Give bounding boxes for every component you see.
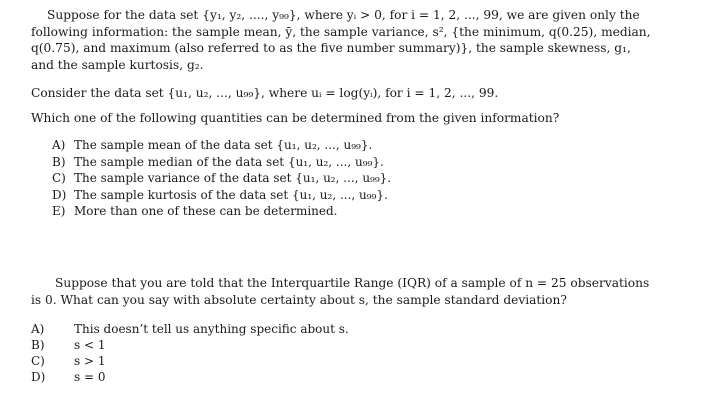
option-letter: B) xyxy=(52,154,66,169)
question-2-line: Suppose that you are told that the Interquartile Range (IQR) of a sample of n = 25 observations xyxy=(55,276,650,290)
option-text: More than one of these can be determined. xyxy=(74,204,338,219)
option-text: This doesn’t tell us anything specific about s. xyxy=(74,322,349,336)
option-letter: C) xyxy=(52,171,66,186)
question-2-options xyxy=(31,321,349,385)
question-2-option-a[interactable] xyxy=(31,321,349,337)
option-text: The sample kurtosis of the data set {u₁, u₂, ..., u₉₉}. xyxy=(74,187,388,202)
question-1-line: and the sample kurtosis, g₂. xyxy=(31,57,204,72)
option-text: s < 1 xyxy=(74,338,106,352)
question-1-option-b[interactable] xyxy=(52,154,391,171)
question-1-option-c[interactable] xyxy=(52,170,391,187)
question-1-line: q(0.75), and maximum (also referred to as the five number summary)}, the sample skewness, g₁, xyxy=(31,41,631,56)
option-letter: A) xyxy=(52,138,66,152)
question-2-option-d[interactable] xyxy=(31,369,349,385)
option-text: The sample mean of the data set {u₁, u₂, ..., u₉₉}. xyxy=(74,138,373,152)
question-1-paragraph xyxy=(31,7,671,73)
option-text: s > 1 xyxy=(74,354,106,368)
question-1-consider-text: Consider the data set {u₁, u₂, ..., u₉₉}, where uᵢ = log(yᵢ), for i = 1, 2, ..., 99. xyxy=(31,86,499,100)
option-letter: E) xyxy=(52,204,66,219)
question-1-option-e[interactable] xyxy=(52,203,391,220)
option-text: The sample variance of the data set {u₁, u₂, ..., u₉₉}. xyxy=(74,171,392,186)
option-text: s = 0 xyxy=(74,370,106,384)
option-text: The sample median of the data set {u₁, u₂, ..., u₉₉}. xyxy=(74,154,384,169)
option-letter: A) xyxy=(31,322,45,336)
question-1-line: following information: the sample mean, ȳ, the sample variance, s², {the minimum, q(0.25), median, xyxy=(31,24,651,39)
option-letter: D) xyxy=(31,370,46,384)
option-letter: D) xyxy=(52,187,67,202)
option-letter: B) xyxy=(31,338,45,352)
question-2-option-c[interactable] xyxy=(31,353,349,369)
question-1-option-a[interactable] xyxy=(52,137,391,154)
question-1-line: Suppose for the data set {y₁, y₂, ...., y₉₉}, where yᵢ > 0, for i = 1, 2, ..., 99, we are given only the xyxy=(47,8,640,22)
question-1-option-d[interactable] xyxy=(52,187,391,204)
question-2-option-b[interactable] xyxy=(31,337,349,353)
question-1-prompt: Which one of the following quantities can be determined from the given information? xyxy=(31,111,560,125)
question-2-line: is 0. What can you say with absolute certainty about s, the sample standard deviation? xyxy=(31,293,567,307)
question-1-options xyxy=(52,137,391,220)
option-letter: C) xyxy=(31,354,45,368)
